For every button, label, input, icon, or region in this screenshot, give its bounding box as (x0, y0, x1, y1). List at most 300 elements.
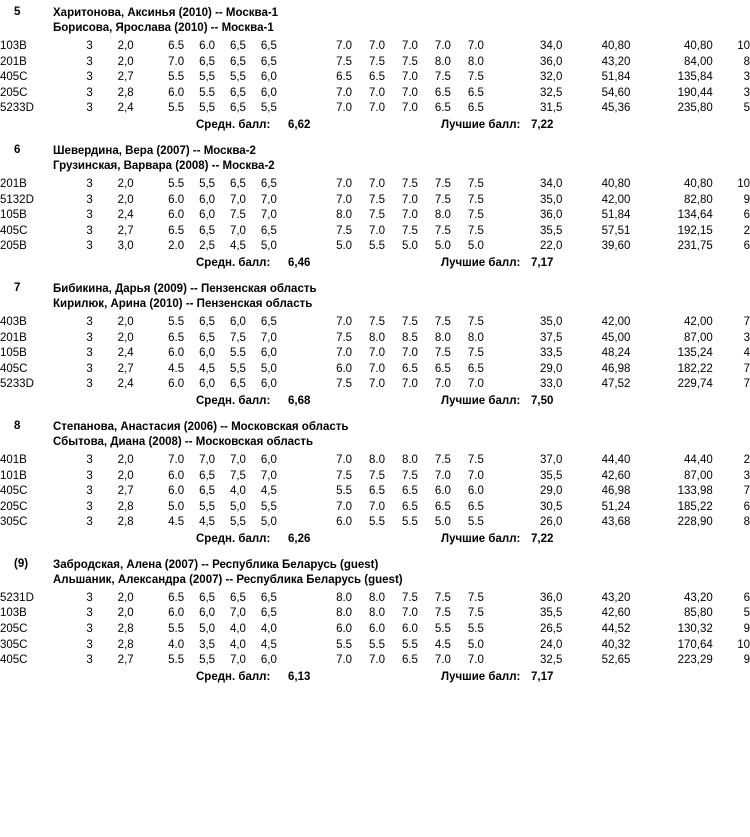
dive-code: 5233D (0, 102, 34, 115)
execution-score: 7,0 (229, 654, 246, 667)
execution-score: 5.5 (168, 71, 185, 84)
raw-total: 36,0 (540, 209, 563, 222)
sync-score: 7.0 (369, 86, 386, 99)
best-score-value: 7,50 (531, 394, 554, 407)
dive-points: 43,20 (601, 591, 631, 604)
dive-diff-count: 3 (86, 315, 93, 328)
dive-code: 405C (0, 224, 28, 237)
dive-points: 42,00 (601, 193, 631, 206)
execution-score: 6.0 (168, 378, 185, 391)
athlete-name: Забродская, Алена (2007) -- Республика Беларусь (guest) (53, 558, 379, 571)
spacer (146, 515, 160, 531)
entry-rank: 8 (14, 419, 21, 432)
dive-diff-count: 3 (86, 485, 93, 498)
athlete-name: Сбытова, Диана (2008) -- Московская область (53, 435, 314, 448)
execution-score: 4,0 (260, 623, 277, 636)
sync-score: 7.0 (434, 469, 451, 482)
sync-score: 7.5 (467, 193, 484, 206)
spacer (713, 377, 725, 393)
dive-diff-count: 3 (86, 607, 93, 620)
dive-diff-count: 3 (86, 240, 93, 253)
execution-score: 7.5 (229, 209, 246, 222)
sync-score: 7.5 (434, 347, 451, 360)
spacer (713, 515, 725, 531)
sync-score: 7.5 (467, 315, 484, 328)
table-row (0, 208, 750, 224)
dive-diff-count: 3 (86, 86, 93, 99)
best-score-label: Лучшие балл: (441, 256, 521, 269)
spacer (492, 331, 515, 347)
execution-score: 5,5 (199, 500, 216, 513)
spacer (146, 177, 160, 193)
running-place: 8 (743, 516, 750, 529)
execution-score: 5.5 (168, 102, 185, 115)
dive-diff-count: 3 (86, 177, 93, 190)
sync-score: 7.5 (401, 224, 418, 237)
dive-difficulty: 2,0 (117, 453, 134, 466)
sync-score: 5.5 (369, 240, 386, 253)
spacer (562, 346, 581, 362)
spacer (146, 362, 160, 378)
running-place: 7 (743, 315, 750, 328)
dive-points: 40,80 (601, 177, 631, 190)
execution-score: 5,5 (229, 362, 246, 375)
dive-points: 42,00 (601, 315, 631, 328)
average-score-label: Средн. балл: (196, 256, 271, 269)
sync-score: 6.5 (401, 500, 418, 513)
dive-points: 43,68 (601, 516, 631, 529)
cumulative-points: 44,40 (683, 453, 713, 466)
spacer (492, 591, 515, 607)
sync-score: 5.5 (369, 638, 386, 651)
spacer (284, 331, 327, 347)
dive-points: 40,80 (601, 40, 631, 52)
execution-score: 5,0 (260, 240, 277, 253)
spacer (713, 55, 725, 71)
sync-score: 7.5 (369, 209, 386, 222)
sync-score: 8.0 (467, 331, 484, 344)
cumulative-points: 40,80 (683, 177, 713, 190)
cumulative-points: 87,00 (683, 331, 713, 344)
sync-score: 5.5 (467, 516, 484, 529)
dive-points: 46,98 (601, 485, 631, 498)
running-place: 10 (737, 40, 750, 52)
spacer (713, 606, 725, 622)
execution-score: 7.0 (168, 55, 185, 68)
sync-score: 7.0 (401, 378, 418, 391)
table-row (0, 55, 750, 71)
spacer (492, 177, 515, 193)
spacer (713, 362, 725, 378)
dive-code: 305C (0, 638, 28, 651)
execution-score: 4.0 (168, 638, 185, 651)
execution-score: 2,5 (199, 240, 216, 253)
dive-table (0, 453, 750, 531)
raw-total: 29,0 (540, 485, 563, 498)
sync-score: 7.5 (401, 177, 418, 190)
spacer (492, 39, 515, 55)
execution-score: 5,5 (199, 177, 216, 190)
sync-score: 7.0 (401, 193, 418, 206)
spacer (630, 331, 653, 347)
execution-score: 6,5 (199, 485, 216, 498)
entry-header (0, 6, 750, 36)
spacer (146, 224, 160, 240)
execution-score: 5.5 (168, 623, 185, 636)
spacer (284, 101, 327, 117)
spacer (630, 70, 653, 86)
execution-score: 6.0 (168, 193, 185, 206)
execution-score: 4,5 (229, 240, 246, 253)
dive-difficulty: 2,7 (117, 485, 134, 498)
average-score-value: 6,26 (288, 532, 311, 545)
execution-score: 6.0 (168, 469, 185, 482)
raw-total: 22,0 (540, 240, 563, 253)
sync-score: 7.5 (401, 315, 418, 328)
average-score-label: Средн. балл: (196, 670, 271, 683)
execution-score: 6,5 (229, 177, 246, 190)
execution-score: 6,0 (199, 607, 216, 620)
cumulative-points: 192,15 (677, 224, 713, 237)
sync-score: 7.0 (434, 40, 451, 52)
running-place: 3 (743, 86, 750, 99)
running-place: 7 (743, 362, 750, 375)
best-score-value: 7,17 (531, 256, 554, 269)
sync-score: 7.5 (401, 469, 418, 482)
spacer (492, 101, 515, 117)
dive-code: 105B (0, 209, 27, 222)
spacer (713, 86, 725, 102)
execution-score: 6,0 (199, 347, 216, 360)
athlete-name: Бибикина, Дарья (2009) -- Пензенская область (53, 282, 317, 295)
execution-score: 6.0 (168, 607, 185, 620)
dive-difficulty: 2,7 (117, 654, 134, 667)
sync-score: 7.5 (336, 378, 353, 391)
table-row (0, 315, 750, 331)
spacer (284, 606, 327, 622)
sync-score: 8.0 (434, 55, 451, 68)
dive-diff-count: 3 (86, 623, 93, 636)
spacer (146, 469, 160, 485)
spacer (492, 500, 515, 516)
spacer (284, 55, 327, 71)
table-row (0, 39, 750, 55)
running-place: 2 (743, 453, 750, 466)
sync-score: 7.0 (369, 347, 386, 360)
sync-score: 7.5 (434, 607, 451, 620)
sync-score: 7.5 (336, 469, 353, 482)
dive-points: 51,84 (601, 209, 631, 222)
table-row (0, 622, 750, 638)
best-score-value: 7,22 (531, 118, 554, 131)
execution-score: 6,5 (229, 86, 246, 99)
spacer (492, 484, 515, 500)
sync-score: 5.0 (336, 240, 353, 253)
execution-score: 4,5 (199, 362, 216, 375)
entry-summary (0, 395, 750, 414)
sync-score: 5.5 (369, 516, 386, 529)
spacer (562, 39, 581, 55)
cumulative-points: 182,22 (677, 362, 713, 375)
running-place: 3 (743, 469, 750, 482)
dive-code: 401B (0, 453, 27, 466)
sync-score: 5.5 (336, 638, 353, 651)
raw-total: 33,5 (540, 347, 563, 360)
spacer (284, 239, 327, 255)
sync-score: 7.0 (336, 177, 353, 190)
execution-score: 6,0 (260, 654, 277, 667)
sync-score: 7.5 (369, 469, 386, 482)
execution-score: 5.0 (168, 500, 185, 513)
spacer (562, 101, 581, 117)
execution-score: 7,0 (229, 193, 246, 206)
sync-score: 6.5 (467, 86, 484, 99)
execution-score: 6,5 (229, 102, 246, 115)
execution-score: 5,0 (199, 623, 216, 636)
sync-score: 7.5 (467, 209, 484, 222)
table-row (0, 515, 750, 531)
table-row (0, 346, 750, 362)
spacer (713, 591, 725, 607)
running-place: 10 (737, 177, 750, 190)
cumulative-points: 231,75 (677, 240, 713, 253)
dive-table (0, 315, 750, 393)
sync-score: 7.5 (434, 453, 451, 466)
dive-diff-count: 3 (86, 71, 93, 84)
sync-score: 7.0 (401, 86, 418, 99)
sync-score: 6.5 (434, 362, 451, 375)
dive-points: 42,60 (601, 607, 631, 620)
execution-score: 6,0 (260, 378, 277, 391)
raw-total: 35,0 (540, 193, 563, 206)
spacer (492, 453, 515, 469)
execution-score: 7,0 (229, 607, 246, 620)
spacer (630, 606, 653, 622)
execution-score: 7,0 (260, 331, 277, 344)
dive-difficulty: 2,4 (117, 347, 134, 360)
spacer (562, 638, 581, 654)
sync-score: 7.0 (336, 193, 353, 206)
dive-code: 5233D (0, 378, 34, 391)
spacer (284, 70, 327, 86)
raw-total: 35,5 (540, 469, 563, 482)
dive-code: 205C (0, 500, 28, 513)
dive-difficulty: 2,0 (117, 469, 134, 482)
dive-code: 403B (0, 315, 27, 328)
dive-points: 47,52 (601, 378, 631, 391)
spacer (492, 362, 515, 378)
running-place: 5 (743, 102, 750, 115)
dive-difficulty: 2,0 (117, 315, 134, 328)
spacer (146, 606, 160, 622)
table-row (0, 177, 750, 193)
cumulative-points: 190,44 (677, 86, 713, 99)
execution-score: 6,0 (260, 71, 277, 84)
spacer (630, 638, 653, 654)
execution-score: 6,5 (199, 591, 216, 604)
spacer (562, 208, 581, 224)
dive-difficulty: 2,8 (117, 516, 134, 529)
raw-total: 34,0 (540, 177, 563, 190)
spacer (284, 638, 327, 654)
spacer (492, 70, 515, 86)
best-score-value: 7,17 (531, 670, 554, 683)
spacer (713, 315, 725, 331)
execution-score: 6.0 (168, 347, 185, 360)
dive-code: 205B (0, 240, 27, 253)
dive-points: 39,60 (601, 240, 631, 253)
sync-score: 7.5 (434, 177, 451, 190)
execution-score: 6.5 (168, 40, 185, 52)
spacer (492, 86, 515, 102)
execution-score: 5,5 (199, 654, 216, 667)
best-score-label: Лучшие балл: (441, 118, 521, 131)
execution-score: 5,5 (229, 71, 246, 84)
sync-score: 7.0 (369, 500, 386, 513)
table-row (0, 224, 750, 240)
spacer (713, 638, 725, 654)
spacer (492, 606, 515, 622)
sync-score: 7.0 (401, 71, 418, 84)
sync-score: 8.0 (369, 591, 386, 604)
spacer (146, 315, 160, 331)
spacer (630, 239, 653, 255)
dive-points: 42,60 (601, 469, 631, 482)
table-row (0, 331, 750, 347)
cumulative-points: 85,80 (683, 607, 713, 620)
spacer (630, 55, 653, 71)
result-entry (0, 558, 750, 690)
sync-score: 7.0 (369, 224, 386, 237)
sync-score: 7.5 (467, 224, 484, 237)
cumulative-points: 134,64 (677, 209, 713, 222)
execution-score: 6.5 (168, 591, 185, 604)
average-score-value: 6,46 (288, 256, 311, 269)
spacer (284, 362, 327, 378)
spacer (562, 315, 581, 331)
sync-score: 5.0 (401, 240, 418, 253)
table-row (0, 500, 750, 516)
spacer (492, 315, 515, 331)
running-place: 6 (743, 240, 750, 253)
spacer (713, 101, 725, 117)
sync-score: 7.5 (401, 55, 418, 68)
spacer (630, 484, 653, 500)
dive-diff-count: 3 (86, 102, 93, 115)
spacer (562, 86, 581, 102)
sync-score: 7.0 (369, 362, 386, 375)
spacer (562, 622, 581, 638)
spacer (630, 362, 653, 378)
spacer (146, 591, 160, 607)
spacer (630, 193, 653, 209)
sync-score: 7.0 (467, 469, 484, 482)
spacer (713, 500, 725, 516)
sync-score: 6.5 (467, 500, 484, 513)
sync-score: 7.5 (467, 453, 484, 466)
spacer (630, 101, 653, 117)
dive-diff-count: 3 (86, 654, 93, 667)
dive-difficulty: 2,0 (117, 55, 134, 68)
entry-summary (0, 671, 750, 690)
execution-score: 6,5 (260, 591, 277, 604)
cumulative-points: 42,00 (683, 315, 713, 328)
sync-score: 8.0 (336, 591, 353, 604)
dive-difficulty: 2,0 (117, 40, 134, 52)
average-score-value: 6,62 (288, 118, 311, 131)
sync-score: 7.5 (336, 224, 353, 237)
sync-score: 6.5 (401, 654, 418, 667)
results-list (0, 6, 750, 690)
table-row (0, 86, 750, 102)
dive-diff-count: 3 (86, 378, 93, 391)
entry-summary (0, 257, 750, 276)
cumulative-points: 223,29 (677, 654, 713, 667)
dive-code: 103B (0, 40, 27, 52)
sync-score: 7.0 (467, 654, 484, 667)
athlete-name: Шевердина, Вера (2007) -- Москва-2 (53, 144, 256, 157)
cumulative-points: 228,90 (677, 516, 713, 529)
dive-points: 48,24 (601, 347, 631, 360)
entry-rank: 6 (14, 143, 21, 156)
sync-score: 6.5 (467, 362, 484, 375)
dive-diff-count: 3 (86, 331, 93, 344)
sync-score: 7.0 (401, 209, 418, 222)
spacer (284, 315, 327, 331)
sync-score: 6.5 (434, 86, 451, 99)
sync-score: 7.5 (401, 591, 418, 604)
sync-score: 7.5 (467, 71, 484, 84)
sync-score: 8.0 (336, 607, 353, 620)
sync-score: 7.0 (434, 654, 451, 667)
dive-diff-count: 3 (86, 638, 93, 651)
spacer (146, 239, 160, 255)
execution-score: 4,5 (260, 638, 277, 651)
dive-diff-count: 3 (86, 362, 93, 375)
execution-score: 6,5 (260, 177, 277, 190)
dive-points: 43,20 (601, 55, 631, 68)
sync-score: 7.0 (401, 347, 418, 360)
cumulative-points: 82,80 (683, 193, 713, 206)
execution-score: 6,5 (199, 224, 216, 237)
dive-points: 54,60 (601, 86, 631, 99)
cumulative-points: 170,64 (677, 638, 713, 651)
best-score-label: Лучшие балл: (441, 394, 521, 407)
dive-points: 52,65 (601, 654, 631, 667)
spacer (284, 39, 327, 55)
sync-score: 7.0 (336, 86, 353, 99)
dive-points: 51,24 (601, 500, 631, 513)
dive-difficulty: 3,0 (117, 240, 134, 253)
table-row (0, 638, 750, 654)
execution-score: 6.5 (168, 224, 185, 237)
entry-summary (0, 119, 750, 138)
athlete-name: Кирилюк, Арина (2010) -- Пензенская область (53, 297, 313, 310)
execution-score: 6.0 (168, 485, 185, 498)
sync-score: 6.0 (336, 623, 353, 636)
dive-difficulty: 2,7 (117, 224, 134, 237)
athlete-name: Грузинская, Варвара (2008) -- Москва-2 (53, 159, 275, 172)
spacer (562, 591, 581, 607)
cumulative-points: 135,24 (677, 347, 713, 360)
dive-diff-count: 3 (86, 591, 93, 604)
sync-score: 6.5 (401, 485, 418, 498)
result-entry (0, 144, 750, 276)
spacer (630, 377, 653, 393)
sync-score: 8.0 (336, 209, 353, 222)
sync-score: 8.0 (369, 453, 386, 466)
entry-rank: (9) (14, 557, 29, 570)
